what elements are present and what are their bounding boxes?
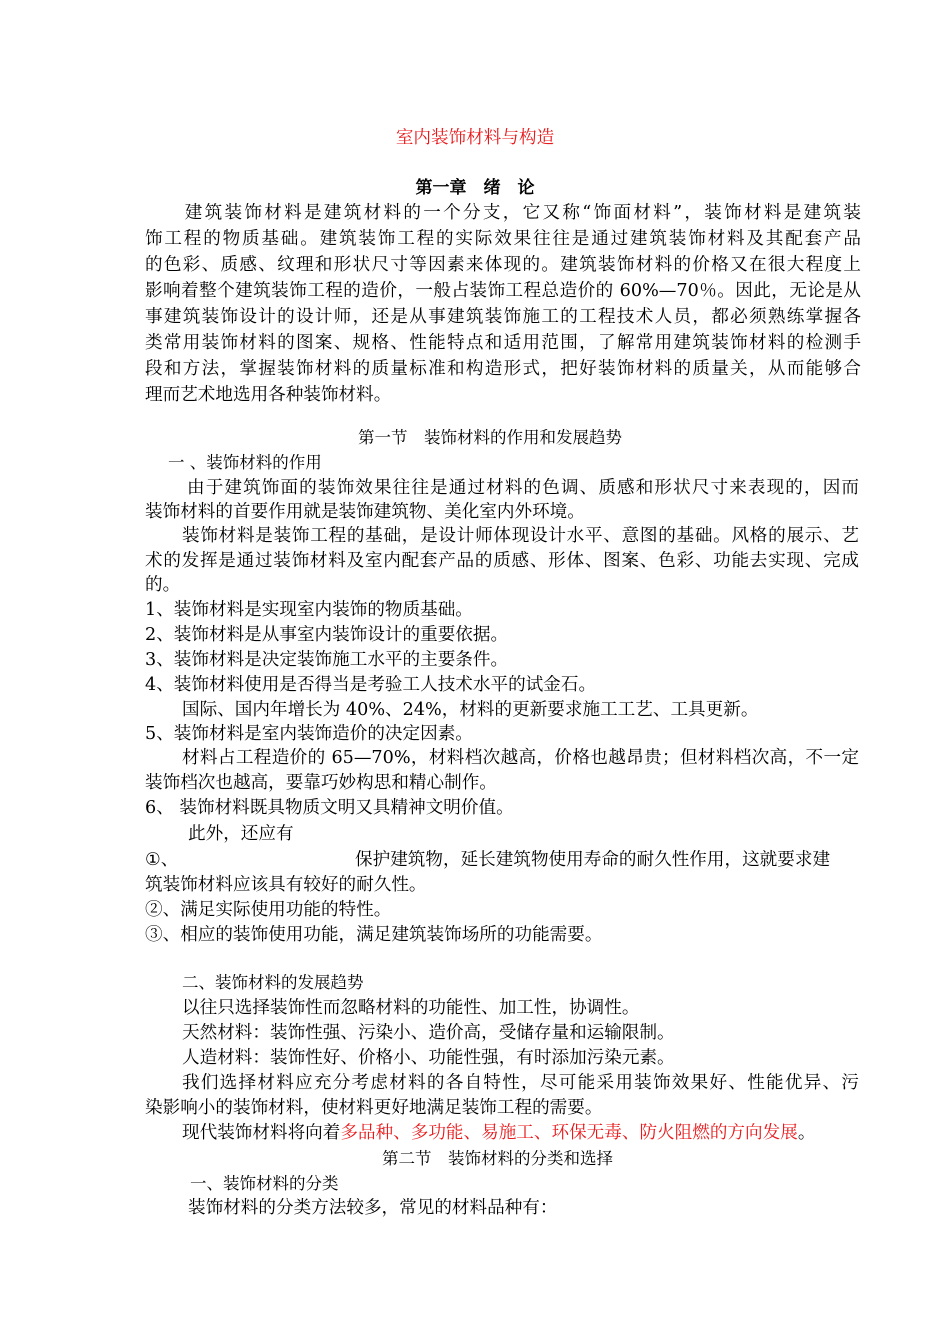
list-item: 3、装饰材料是决定装饰施工水平的主要条件。 bbox=[145, 650, 509, 670]
besides-text: 此外，还应有 bbox=[188, 824, 294, 844]
section-2-title: 第二节 装饰材料的分类和选择 bbox=[382, 1149, 613, 1168]
list-item: 6、 装饰材料既具物质文明又具精神文明价值。 bbox=[145, 798, 514, 818]
paragraph-line: 由于建筑饰面的装饰效果往往是通过材料的色调、质感和形状尺寸来表现的，因而 bbox=[187, 478, 859, 498]
document-title: 室内装饰材料与构造 bbox=[395, 128, 555, 148]
circle-item: ③、相应的装饰使用功能，满足建筑装饰场所的功能需要。 bbox=[145, 925, 603, 945]
intro-line: 类常用装饰材料的图案、规格、性能特点和适用范围，了解常用建筑装饰材料的检测手 bbox=[145, 333, 861, 353]
modern-trend-highlight: 多品种、多功能、易施工、环保无毒、防火阻燃的方向发展 bbox=[340, 1123, 798, 1143]
intro-line: 建筑装饰材料是建筑材料的一个分支，它又称“饰面材料”，装饰材料是建筑装 bbox=[145, 203, 861, 223]
list-item: 4、装饰材料使用是否得当是考验工人技术水平的试金石。 bbox=[145, 675, 597, 695]
modern-trend-line bbox=[182, 1121, 815, 1145]
circle-item-text: 保护建筑物，延长建筑物使用寿命的耐久性作用，这就要求建 bbox=[355, 850, 831, 870]
trend-line: 以往只选择装饰性而忽略材料的功能性、加工性，协调性。 bbox=[182, 998, 640, 1018]
circle-item-text: 筑装饰材料应该具有较好的耐久性。 bbox=[145, 875, 427, 895]
intro-line: 事建筑装饰设计的设计师，还是从事建筑装饰施工的工程技术人员，都必须熟练掌握各 bbox=[145, 307, 861, 327]
paragraph-line: 的。 bbox=[145, 575, 181, 595]
paragraph-line: 装饰材料的首要作用就是装饰建筑物、美化室内外环境。 bbox=[145, 502, 585, 522]
list-item: 1、装饰材料是实现室内装饰的物质基础。 bbox=[145, 600, 473, 620]
section-1-subheading-2: 二、装饰材料的发展趋势 bbox=[182, 973, 364, 992]
intro-line: 段和方法，掌握装饰材料的质量标准和构造形式，把好装饰材料的质量关，从而能够合 bbox=[145, 359, 861, 379]
modern-trend-prefix: 现代装饰材料将向着 bbox=[182, 1123, 341, 1143]
paragraph-line: 装饰档次也越高，要靠巧妙构思和精心制作。 bbox=[145, 773, 497, 793]
growth-note: 国际、国内年增长为 40%、24%，材料的更新要求施工工艺、工具更新。 bbox=[182, 700, 759, 720]
circle-item-marker: ①、 bbox=[145, 850, 179, 870]
section-2-subheading-1: 一、装饰材料的分类 bbox=[190, 1174, 339, 1193]
list-item: 2、装饰材料是从事室内装饰设计的重要依据。 bbox=[145, 625, 509, 645]
section-1-title: 第一节 装饰材料的作用和发展趋势 bbox=[358, 428, 622, 447]
chapter-title: 第一章 绪 论 bbox=[415, 178, 535, 198]
paragraph-line: 装饰材料的分类方法较多，常见的材料品种有： bbox=[188, 1198, 558, 1218]
trend-line: 人造材料：装饰性好、价格小、功能性强，有时添加污染元素。 bbox=[182, 1048, 675, 1068]
list-item: 5、装饰材料是室内装饰造价的决定因素。 bbox=[145, 724, 473, 744]
section-1-subheading-1: 一 、装饰材料的作用 bbox=[168, 453, 322, 472]
paragraph-line: 术的发挥是通过装饰材料及室内配套产品的质感、形体、图案、色彩、功能去实现、完成 bbox=[145, 551, 859, 571]
paragraph-line: 材料占工程造价的 65—70%，材料档次越高，价格也越昂贵；但材料档次高，不一定 bbox=[182, 748, 859, 768]
modern-trend-suffix: 。 bbox=[797, 1123, 816, 1143]
intro-line: 饰工程的物质基础。建筑装饰工程的实际效果往往是通过建筑装饰材料及其配套产品 bbox=[145, 229, 861, 249]
trend-line: 天然材料：装饰性强、污染小、造价高，受储存量和运输限制。 bbox=[182, 1023, 675, 1043]
paragraph-line: 染影响小的装饰材料，使材料更好地满足装饰工程的需要。 bbox=[145, 1098, 603, 1118]
paragraph-line: 我们选择材料应充分考虑材料的各自特性，尽可能采用装饰效果好、性能优异、污 bbox=[182, 1073, 859, 1093]
intro-line: 的色彩、质感、纹理和形状尺寸等因素来体现的。建筑装饰材料的价格又在很大程度上 bbox=[145, 255, 861, 275]
intro-line: 影响着整个建筑装饰工程的造价，一般占装饰工程总造价的 60%—70％。因此，无论是从 bbox=[145, 281, 861, 301]
circle-item: ②、满足实际使用功能的特性。 bbox=[145, 900, 392, 920]
intro-line: 理而艺术地选用各种装饰材料。 bbox=[145, 385, 392, 405]
paragraph-line: 装饰材料是装饰工程的基础，是设计师体现设计水平、意图的基础。风格的展示、艺 bbox=[182, 526, 859, 546]
